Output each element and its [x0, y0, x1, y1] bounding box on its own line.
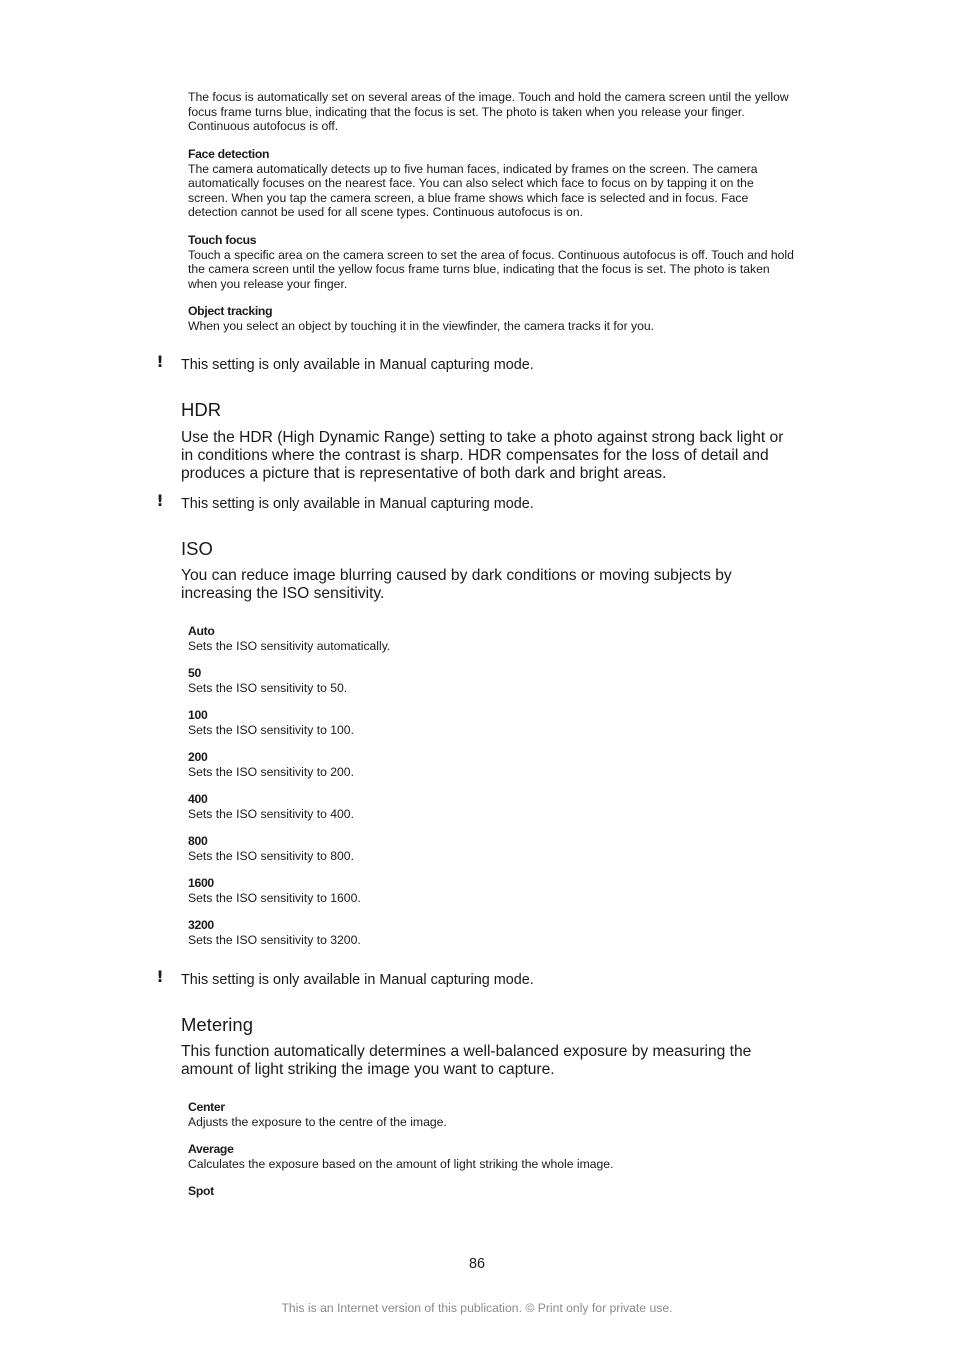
option-desc: When you select an object by touching it in the viewfinder, the camera tracks it for you.: [188, 318, 655, 333]
iso-option-100: [188, 708, 794, 737]
option-term: 200: [188, 750, 208, 764]
note-text: This setting is only available in Manual capturing mode.: [181, 972, 534, 988]
option-desc: Touch a specific area on the camera screen to set the area of focus. Continuous autofocus is off. Touch and hold the camera screen until the yellow focus frame turns blue, indicating that the focus is set. The photo is taken when you release your finger.: [188, 247, 794, 291]
option-desc: Sets the ISO sensitivity to 800.: [188, 848, 354, 863]
iso-option-1600: [188, 876, 794, 905]
focus-option-touch-focus: [188, 233, 794, 291]
option-term: 400: [188, 792, 208, 806]
footer-text: This is an Internet version of this publication. © Print only for private use.: [281, 1301, 673, 1315]
exclamation-icon: !: [156, 352, 164, 371]
focus-option-object-tracking: [188, 304, 794, 333]
iso-option-auto: [188, 624, 794, 653]
option-term: 100: [188, 708, 208, 722]
focus-option-face-detection: [188, 147, 794, 220]
note-text: This setting is only available in Manual capturing mode.: [181, 357, 534, 373]
option-term: Face detection: [188, 147, 270, 161]
metering-heading: Metering: [181, 1014, 253, 1035]
option-desc: Sets the ISO sensitivity to 400.: [188, 806, 354, 821]
option-desc: Sets the ISO sensitivity to 1600.: [188, 890, 361, 905]
option-term: 50: [188, 666, 201, 680]
option-term: Average: [188, 1142, 234, 1156]
option-term: Spot: [188, 1184, 214, 1198]
option-desc: Sets the ISO sensitivity to 3200.: [188, 932, 361, 947]
option-desc: Sets the ISO sensitivity to 200.: [188, 764, 354, 779]
option-term: Touch focus: [188, 233, 257, 247]
option-term: 800: [188, 834, 208, 848]
focus-intro-text: The focus is automatically set on several areas of the image. Touch and hold the camera screen until the yellow focus frame turns blue, indicating that the focus is set. The photo is taken when you release your finger. Continuous autofocus is off.: [188, 90, 789, 134]
hdr-body: Use the HDR (High Dynamic Range) setting to take a photo against strong back light or in conditions where the contrast is sharp. HDR compensates for the loss of detail and produces a picture that is representative of both dark and bright areas.: [181, 429, 784, 482]
page-number: 86: [468, 1256, 485, 1272]
hdr-heading: HDR: [181, 399, 222, 420]
option-desc: Sets the ISO sensitivity automatically.: [188, 638, 391, 653]
option-desc: The camera automatically detects up to five human faces, indicated by frames on the screen. The camera automatically focuses on the nearest face. You can also select which face to focus on by tapping it on the screen. When you tap the camera screen, a blue frame shows which face is selected and in focus. Face detection cannot be used for all scene types. Continuous autofocus is on.: [188, 161, 758, 220]
iso-body: You can reduce image blurring caused by dark conditions or moving subjects by increasing the ISO sensitivity.: [181, 567, 732, 602]
iso-option-400: [188, 792, 794, 821]
option-term: 3200: [188, 918, 214, 932]
option-desc: Adjusts the exposure to the centre of the image.: [188, 1114, 447, 1129]
iso-option-200: [188, 750, 794, 779]
option-desc: Calculates the exposure based on the amount of light striking the whole image.: [188, 1156, 614, 1171]
option-term: Auto: [188, 624, 215, 638]
option-desc: Sets the ISO sensitivity to 100.: [188, 722, 354, 737]
iso-heading: ISO: [181, 538, 213, 559]
metering-option-average: [188, 1142, 794, 1171]
option-term: 1600: [188, 876, 214, 890]
iso-option-50: [188, 666, 794, 695]
exclamation-icon: !: [156, 967, 164, 986]
iso-option-800: [188, 834, 794, 863]
exclamation-icon: !: [156, 491, 164, 510]
note-text: This setting is only available in Manual capturing mode.: [181, 496, 534, 512]
option-term: Center: [188, 1100, 225, 1114]
metering-option-center: [188, 1100, 794, 1129]
metering-option-spot: [188, 1184, 794, 1199]
metering-body: This function automatically determines a well-balanced exposure by measuring the amount of light striking the image you want to capture.: [181, 1043, 752, 1078]
option-term: Object tracking: [188, 304, 273, 318]
iso-option-3200: [188, 918, 794, 947]
option-desc: Sets the ISO sensitivity to 50.: [188, 680, 348, 695]
